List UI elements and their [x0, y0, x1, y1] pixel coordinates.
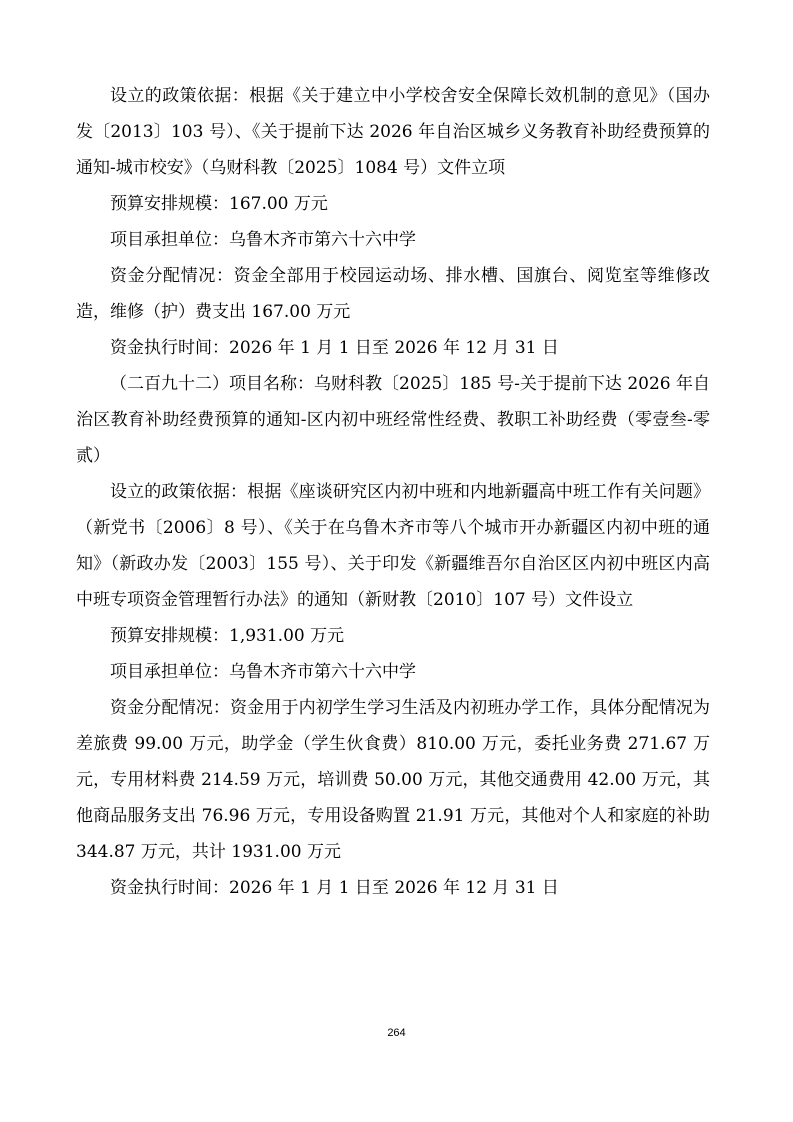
- project-title-292: （二百九十二）项目名称：乌财科教〔2025〕185 号-关于提前下达 2026 年自治区教育补助经费预算的通知-区内初中班经常性经费、教职工补助经费（零壹叁-零贰）: [76, 374, 710, 466]
- budget-scale-1: 预算安排规模：167.00 万元: [110, 194, 328, 214]
- fund-allocation-2: 资金分配情况：资金用于内初学生学习生活及内初班办学工作，具体分配情况为差旅费 99.00 万元，助学金（学生伙食费）810.00 万元，委托业务费 271.67 万元，专用材料费 214.59 万元，培训费 50.00 万元，其他交通费用 42.00 万元，其他商品服务支出 76.96 万元，专用设备购置 21.91 万元，其他对个人和家庭的补助 344.87 万元，共计 1931.00 万元: [76, 698, 710, 862]
- document-body: [76, 78, 710, 906]
- execution-period-1: 资金执行时间：2026 年 1 月 1 日至 2026 年 12 月 31 日: [110, 338, 559, 358]
- undertaking-unit-2: 项目承担单位：乌鲁木齐市第六十六中学: [110, 662, 416, 682]
- page-number: 264: [387, 1027, 406, 1039]
- fund-allocation-1: 资金分配情况：资金全部用于校园运动场、排水槽、国旗台、阅览室等维修改造，维修（护）费支出 167.00 万元: [76, 266, 710, 322]
- budget-scale-2: 预算安排规模：1,931.00 万元: [110, 626, 345, 646]
- policy-basis-paragraph-2: 设立的政策依据：根据《座谈研究区内初中班和内地新疆高中班工作有关问题》（新党书〔2006〕8 号）、《关于在乌鲁木齐市等八个城市开办新疆区内初中班的通知》（新政办发〔2003〕155 号）、关于印发《新疆维吾尔自治区区内初中班区内高中班专项资金管理暂行办法》的通知（新财教〔2010〕107 号）文件设立: [76, 482, 710, 610]
- policy-basis-paragraph-1: 设立的政策依据：根据《关于建立中小学校舍安全保障长效机制的意见》（国办发〔2013〕103 号）、《关于提前下达 2026 年自治区城乡义务教育补助经费预算的通知-城市校安》（乌财科教〔2025〕1084 号）文件立项: [76, 86, 710, 178]
- execution-period-2: 资金执行时间：2026 年 1 月 1 日至 2026 年 12 月 31 日: [110, 878, 559, 898]
- undertaking-unit-1: 项目承担单位：乌鲁木齐市第六十六中学: [110, 230, 416, 250]
